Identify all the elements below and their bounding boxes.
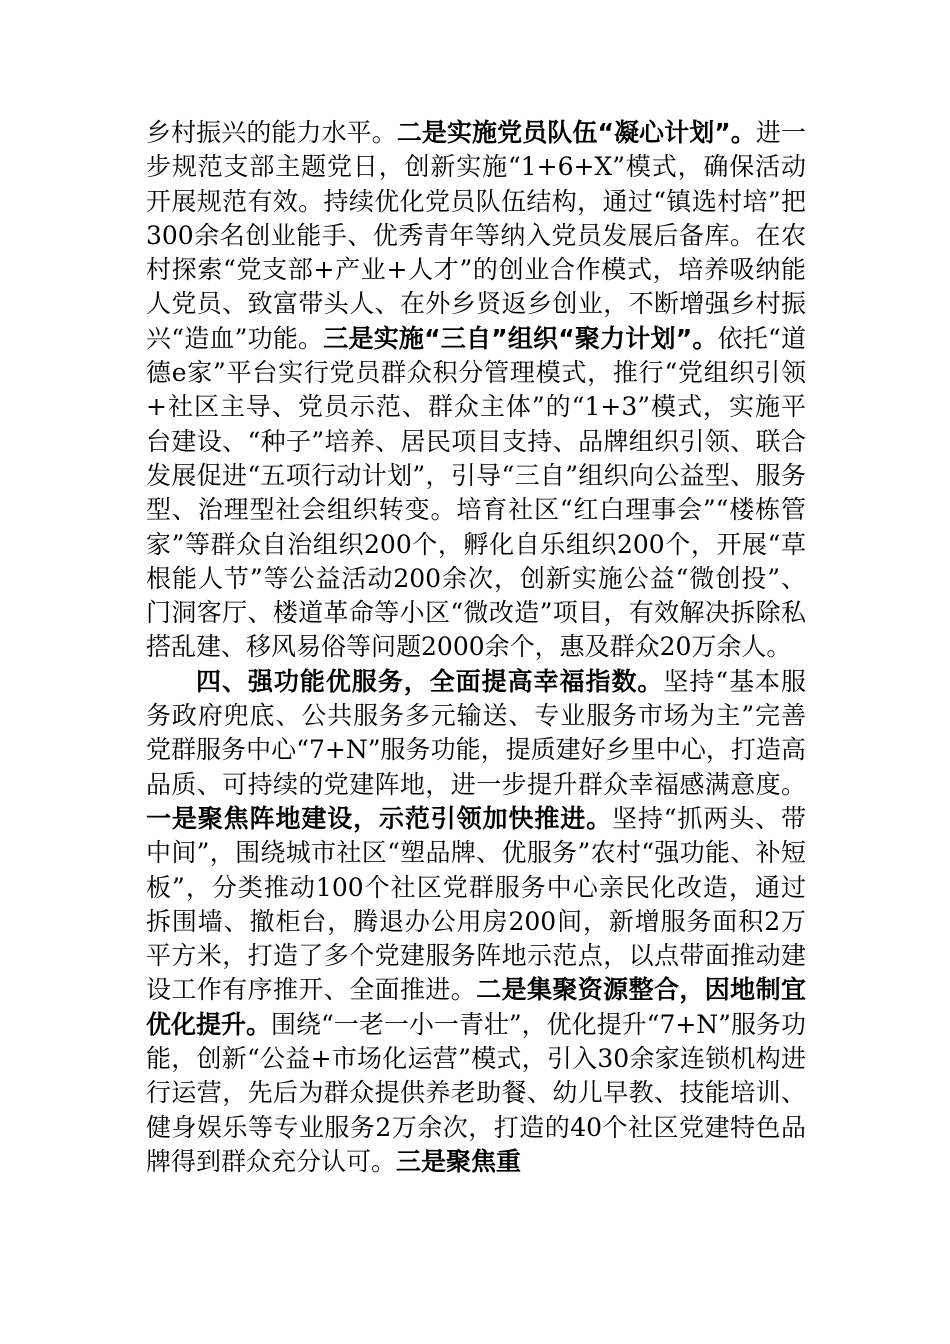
heading-party-member-plan: 二是实施党员队伍“凝心计划”。 [396, 118, 756, 147]
heading-resource-integration: 二是集聚资源整合，因地制宜优化提升。 [146, 975, 806, 1039]
paragraph-section-four [146, 665, 806, 1179]
document-body [146, 116, 806, 1179]
heading-self-organization-plan: 三是实施“三自”组织“聚力计划”。 [323, 323, 718, 353]
paragraph-rural-revitalization [146, 116, 806, 665]
heading-position-building: 一是聚焦阵地建设，示范引领加快推进。 [146, 803, 612, 833]
run-text: 坚持“基本服务政府兜底、公共服务多元输送、专业服务市场为主”完善党群服务中心“7+N”服务功能，提质建好乡里中心，打造高品质、可持续的党建阵地，进一步提升群众幸福感满意度。 [146, 666, 806, 799]
run-text: 坚持“抓两头、带中间”，围绕城市社区“塑品牌、优服务”农村“强功能、补短板”，分类推动100个社区党群服务中心亲民化改造，通过拆围墙、撤柜台，腾退办公用房200间，新增服务面积2万平方米，打造了多个党建服务阵地示范点，以点带面推动建设工作有序推开、全面推进。 [146, 803, 806, 1005]
run-text: 进一步规范支部主题党日，创新实施“1+6+X”模式，确保活动开展规范有效。持续优化党员队伍结构，通过“镇选村培”把300余名创业能手、优秀青年等纳入党员发展后备库。在农村探索“党支部+产业+人才”的创业合作模式，培养吸纳能人党员、致富带头人、在外乡贤返乡创业，不断增强乡村振兴“造血”功能。 [146, 118, 806, 353]
run-text: 乡村振兴的能力水平。 [146, 118, 397, 147]
run-text: 围绕“一老一小一青壮”，优化提升“7+N”服务功能，创新“公益+市场化运营”模式，引入30余家连锁机构进行运营，先后为群众提供养老助餐、幼儿早教、技能培训、健身娱乐等专业服务2万余次，打造的40个社区党建特色品牌得到群众充分认可。 [146, 1009, 806, 1176]
run-text: 依托“道德e家”平台实行党员群众积分管理模式，推行“党组织引领+社区主导、党员示范、群众主体”的“1+3”模式，实施平台建设、“种子”培养、居民项目支持、品牌组织引领、联合发展促进“五项行动计划”，引导“三自”组织向公益型、服务型、治理型社会组织转变。培育社区“红白理事会”“楼栋管家”等群众自治组织200个，孵化自乐组织200个，开展“草根能人节”等公益活动200余次，创新实施公益“微创投”、门洞客厅、楼道革命等小区“微改造”项目，有效解决拆除私搭乱建、移风易俗等问题2000余个，惠及群众20万余人。 [146, 323, 807, 662]
heading-section-four: 四、强功能优服务，全面提高幸福指数。 [196, 666, 664, 696]
heading-third-point: 三是聚焦重 [396, 1146, 522, 1176]
